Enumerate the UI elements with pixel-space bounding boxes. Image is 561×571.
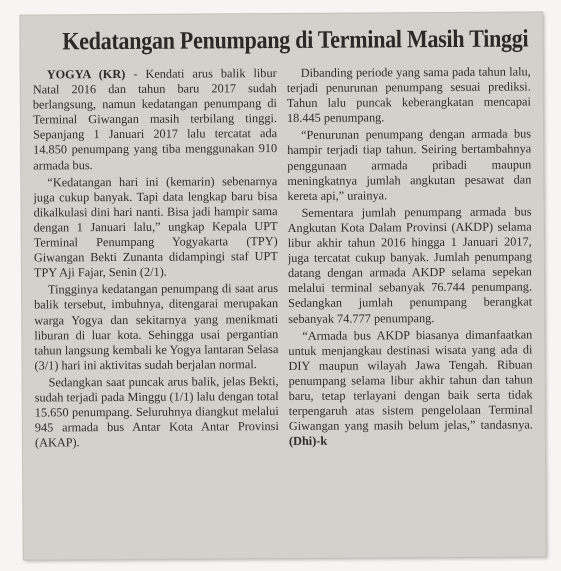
body-paragraph: “Kedatangan hari ini (kemarin) sebenarnya juga cukup banyak. Tapi data lengkap baru bisa dikalkulasi dini hari nanti. Bisa jadi hampir sama dengan 1 Januari lalu,” ungkap Kepala UPT Terminal Penumpang Yogyakarta (TPY) Giwangan Bekti Zunanta didampingi staf UPT TPY Aji Fajar, Senin (2/1). bbox=[33, 173, 278, 280]
closing-text: “Armada bus AKDP biasanya dimanfaatkan untuk menjangkau destinasi wisata yang ada di DIY maupun wilayah Jawa Tengah. Ribuan penumpang selama libur akhir tahun dan tahun baru, tetap terlayani dengan baik serta tidak terpengaruh atas sistem pengelolaan Terminal Giwangan yang masih belum jelas,” tandasnya. bbox=[288, 327, 533, 434]
article-column-right bbox=[287, 64, 534, 545]
article-headline: Kedatangan Penumpang di Terminal Masih Tinggi bbox=[62, 25, 529, 56]
dateline: YOGYA (KR) bbox=[46, 66, 126, 82]
newspaper-clipping bbox=[20, 12, 545, 559]
body-paragraph: “Penurunan penumpang dengan armada bus hampir terjadi tiap tahun. Seiring bertambahnya penggunaan armada pribadi maupun meningkatnya jumlah angkutan pesawat dan kereta api,” urainya. bbox=[287, 126, 532, 203]
closing-paragraph bbox=[288, 327, 533, 449]
body-paragraph: Dibanding periode yang sama pada tahun lalu, terjadi penurunan penumpang sesuai prediksi. Tahun lalu puncak keberangkatan mencapai 18.445 penumpang. bbox=[286, 64, 531, 126]
body-paragraph: Sementara jumlah penumpang armada bus Angkutan Kota Dalam Provinsi (AKDP) selama libur akhir tahun 2016 hingga 1 Januari 2017, juga tercatat cukup banyak. Jumlah penumpang datang dengan armada AKDP selama sepekan melalui terminal sebanyak 76.744 penumpang. Sedangkan jumlah penumpang berangkat sebanyak 74.777 penumpang. bbox=[287, 204, 533, 326]
body-paragraph: Sedangkan saat puncak arus balik, jelas Bekti, sudah terjadi pada Minggu (1/1) lalu dengan total 15.650 penumpang. Seluruhnya diangkut melalui 945 armada bus Antar Kota Antar Provinsi (AKAP). bbox=[34, 373, 279, 450]
body-paragraph: Tingginya kedatangan penumpang di saat arus balik tersebut, imbuhnya, ditengarai merupakan warga Yogya dan sekitarnya yang menikmati liburan di luar kota. Sehingga usai pergantian tahun langsung kembali ke Yogya lantaran Selasa (3/1) hari ini aktivitas sudah berjalan normal. bbox=[34, 281, 279, 373]
byline: (Dhi)-k bbox=[288, 433, 328, 449]
article-columns bbox=[33, 64, 534, 547]
lead-paragraph bbox=[33, 66, 278, 173]
article-column-left bbox=[33, 66, 280, 547]
lead-text: - Kendati arus balik libur Natal 2016 dan tahun baru 2017 sudah berlangsung, namun kedatangan penumpang di Terminal Giwangan masih terbilang tinggi. Sepanjang 1 Januari 2017 lalu tercatat ada 14.850 penumpang yang tiba menggunakan 910 armada bus. bbox=[32, 66, 278, 173]
